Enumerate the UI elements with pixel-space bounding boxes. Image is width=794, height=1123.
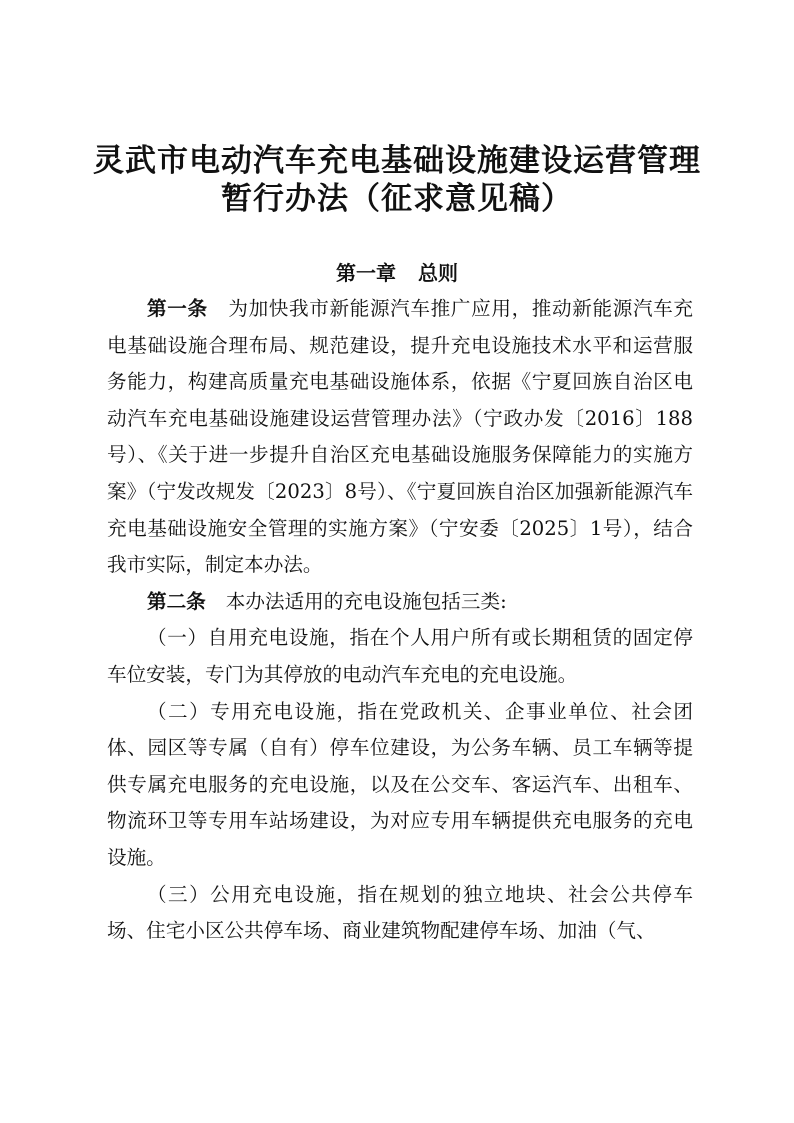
item-2: （二）专用充电设施，指在党政机关、企事业单位、社会团体、园区等专属（自有）停车位建设，为公务车辆、员工车辆等提供专属充电服务的充电设施，以及在公交车、客运汽车、出租车、物流环卫等专用车站场建设，为对应专用车辆提供充电服务的充电设施。 xyxy=(107,699,693,869)
item-1: （一）自用充电设施，指在个人用户所有或长期租赁的固定停车位安装，专门为其停放的电动汽车充电的充电设施。 xyxy=(107,626,693,686)
article-1-text: 为加快我市新能源汽车推广应用，推动新能源汽车充电基础设施合理布局、规范建设，提升充电设施技术水平和运营服务能力，构建高质量充电基础设施体系，依据《宁夏回族自治区电动汽车充电基础设施建设运营管理办法》（宁政办发〔2016〕188号）、《关于进一步提升自治区充电基础设施服务保障能力的实施方案》（宁发改规发〔2023〕8号）、《宁夏回族自治区加强新能源汽车充电基础设施安全管理的实施方案》（宁安委〔2025〕1号），结合我市实际，制定本办法。 xyxy=(107,297,694,577)
article-1 xyxy=(107,291,693,584)
item-3: （三）公用充电设施，指在规划的独立地块、社会公共停车场、住宅小区公共停车场、商业建筑物配建停车场、加油（气、 xyxy=(107,882,693,943)
document-title-line-1: 灵武市电动汽车充电基础设施建设运营管理 xyxy=(93,143,701,179)
article-2 xyxy=(107,584,693,621)
chapter-heading xyxy=(0,258,794,288)
document-title-line-2: 暂行办法（征求意见稿） xyxy=(221,181,573,217)
chapter-name: 总则 xyxy=(418,261,458,285)
article-2-label: 第二条 xyxy=(147,589,206,613)
document-body xyxy=(107,291,693,950)
article-2-text: 本办法适用的充电设施包括三类: xyxy=(225,589,507,613)
chapter-number: 第一章 xyxy=(336,261,396,285)
article-1-label: 第一条 xyxy=(147,297,208,320)
